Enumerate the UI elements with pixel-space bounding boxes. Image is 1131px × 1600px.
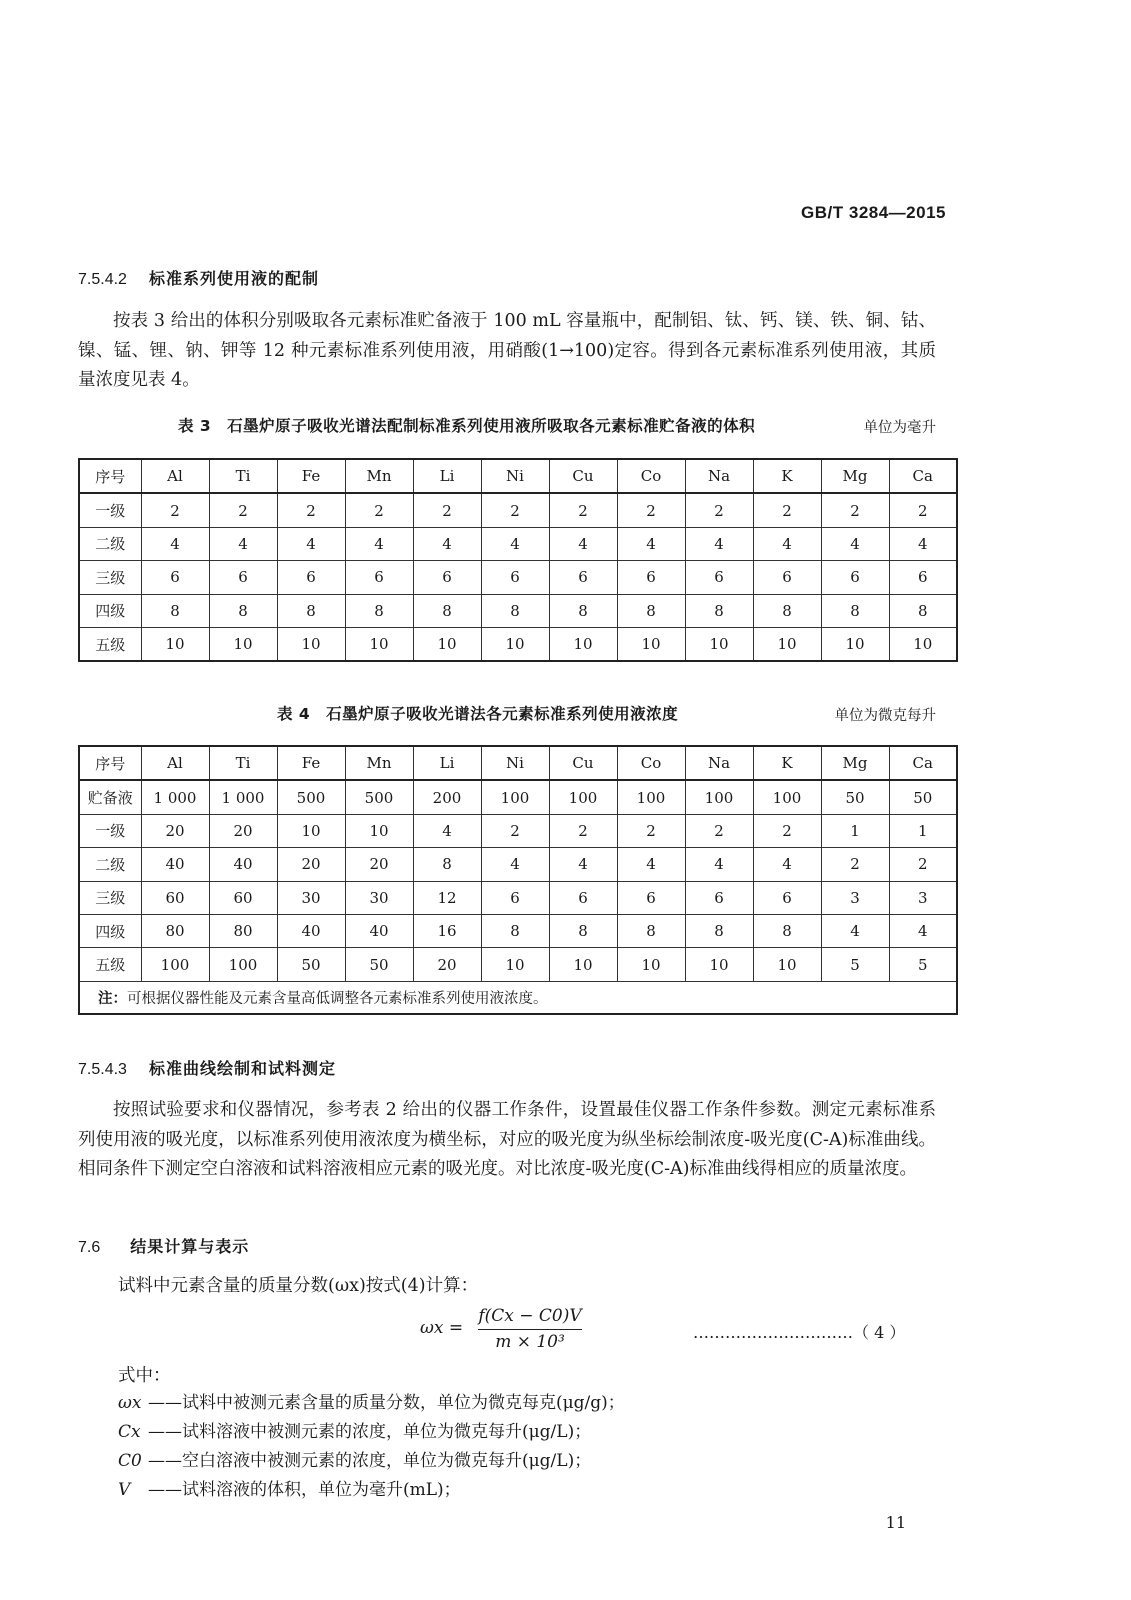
table-cell: 2	[617, 493, 685, 527]
table-cell: 100	[141, 948, 209, 981]
column-header: Li	[413, 459, 481, 493]
table-row	[79, 627, 957, 661]
formula-tag: …………………………（ 4 ）	[693, 1323, 906, 1342]
table-cell: 10	[345, 814, 413, 847]
table-cell: 16	[413, 914, 481, 947]
note-label: 注：	[98, 990, 127, 1007]
table-cell: 6	[617, 881, 685, 914]
table-cell: 1	[821, 814, 889, 847]
table-cell: 2	[345, 493, 413, 527]
table-cell: 1 000	[141, 780, 209, 814]
table-cell: 6	[753, 561, 821, 594]
note-text: 可根据仪器性能及元素含量高低调整各元素标准系列使用液浓度。	[127, 990, 548, 1007]
row-label: 三级	[79, 561, 141, 594]
table-cell: 2	[685, 814, 753, 847]
table-header-row	[79, 459, 957, 493]
table-cell: 60	[209, 881, 277, 914]
table-cell: 4	[413, 527, 481, 560]
table-cell: 6	[209, 561, 277, 594]
table-cell: 5	[821, 948, 889, 981]
table-cell: 10	[753, 948, 821, 981]
definition-symbol: Cx	[118, 1422, 141, 1442]
definition-item	[118, 1475, 461, 1505]
table-cell: 4	[209, 527, 277, 560]
table-cell: 2	[753, 493, 821, 527]
formula-denominator: m × 10³	[495, 1332, 565, 1352]
table-cell: 4	[481, 848, 549, 881]
section-number: 7.5.4.3	[78, 1061, 127, 1078]
table-row	[79, 527, 957, 560]
table-cell: 6	[345, 561, 413, 594]
table-cell: 6	[481, 561, 549, 594]
column-header: Ti	[209, 746, 277, 780]
table-cell: 10	[141, 627, 209, 661]
table-cell: 2	[821, 848, 889, 881]
table-cell: 2	[821, 493, 889, 527]
table-cell: 6	[549, 561, 617, 594]
standard-code: GB/T 3284—2015	[801, 203, 946, 222]
table-cell: 1	[889, 814, 957, 847]
row-label: 三级	[79, 881, 141, 914]
table-cell: 6	[685, 561, 753, 594]
table-cell: 30	[277, 881, 345, 914]
table-cell: 8	[277, 594, 345, 627]
table-cell: 12	[413, 881, 481, 914]
table-cell: 6	[277, 561, 345, 594]
table-cell: 5	[889, 948, 957, 981]
table-cell: 8	[753, 594, 821, 627]
table-cell: 10	[685, 627, 753, 661]
table-cell: 10	[889, 627, 957, 661]
table-cell: 10	[277, 627, 345, 661]
table-cell: 6	[821, 561, 889, 594]
column-header: Ti	[209, 459, 277, 493]
table-cell: 6	[889, 561, 957, 594]
table-cell: 100	[481, 780, 549, 814]
section-title: 标准系列使用液的配制	[148, 269, 319, 288]
row-label: 一级	[79, 493, 141, 527]
table-cell: 4	[685, 527, 753, 560]
definition-text: ——试料溶液中被测元素的浓度，单位为微克每升(μg/L)；	[148, 1422, 592, 1442]
table-cell: 8	[481, 594, 549, 627]
column-header: 序号	[79, 459, 141, 493]
table-cell: 2	[549, 814, 617, 847]
table-row	[79, 914, 957, 947]
paragraph-7543: 按照试验要求和仪器情况，参考表 2 给出的仪器工作条件，设置最佳仪器工作条件参数。测定元素标准系列使用液的吸光度，以标准系列使用液浓度为横坐标，对应的吸光度为纵坐标绘制浓度-吸光度(C-A)标准曲线。相同条件下测定空白溶液和试料溶液相应元素的吸光度。对比浓度-吸光度(C-A)标准曲线得相应的质量浓度。	[78, 1100, 936, 1179]
table-cell: 2	[209, 493, 277, 527]
column-header: Cu	[549, 746, 617, 780]
table-cell: 100	[617, 780, 685, 814]
table-cell: 6	[141, 561, 209, 594]
table-cell: 6	[413, 561, 481, 594]
definition-text: ——试料中被测元素含量的质量分数，单位为微克每克(μg/g)；	[148, 1393, 625, 1413]
table-cell: 4	[889, 914, 957, 947]
table-cell: 50	[277, 948, 345, 981]
table-cell: 30	[345, 881, 413, 914]
column-header: Na	[685, 459, 753, 493]
column-header: Mn	[345, 746, 413, 780]
row-label: 二级	[79, 848, 141, 881]
table-cell: 2	[481, 814, 549, 847]
column-header: Mg	[821, 459, 889, 493]
table-cell: 8	[209, 594, 277, 627]
column-header: Li	[413, 746, 481, 780]
table-cell: 8	[413, 848, 481, 881]
table-row	[79, 594, 957, 627]
table-cell: 20	[209, 814, 277, 847]
table-cell: 40	[277, 914, 345, 947]
table-cell: 8	[549, 594, 617, 627]
table-cell: 2	[617, 814, 685, 847]
table-cell: 50	[821, 780, 889, 814]
table-cell: 50	[889, 780, 957, 814]
definition-symbol: ωx	[118, 1393, 142, 1413]
table-cell: 4	[277, 527, 345, 560]
table-row	[79, 881, 957, 914]
table-row	[79, 780, 957, 814]
table-note	[79, 981, 957, 1014]
table-row	[79, 561, 957, 594]
table-row	[79, 814, 957, 847]
formula-fraction	[478, 1306, 582, 1352]
page-number: 11	[885, 1513, 906, 1532]
table-cell: 2	[753, 814, 821, 847]
table-cell: 500	[345, 780, 413, 814]
table-cell: 500	[277, 780, 345, 814]
table-cell: 8	[345, 594, 413, 627]
column-header: Fe	[277, 746, 345, 780]
table-cell: 6	[481, 881, 549, 914]
column-header: Al	[141, 459, 209, 493]
column-header: Ni	[481, 459, 549, 493]
table-cell: 1 000	[209, 780, 277, 814]
table-cell: 40	[345, 914, 413, 947]
section-heading-7542	[78, 266, 319, 289]
table-cell: 4	[617, 848, 685, 881]
table4	[78, 745, 958, 1015]
table-cell: 4	[617, 527, 685, 560]
table-cell: 2	[481, 493, 549, 527]
table-cell: 6	[617, 561, 685, 594]
table-cell: 4	[413, 814, 481, 847]
table-cell: 2	[889, 493, 957, 527]
row-label: 四级	[79, 914, 141, 947]
table-cell: 4	[549, 848, 617, 881]
row-label: 四级	[79, 594, 141, 627]
table-cell: 4	[821, 914, 889, 947]
table-cell: 10	[345, 627, 413, 661]
table-cell: 50	[345, 948, 413, 981]
table-cell: 10	[821, 627, 889, 661]
table-cell: 100	[549, 780, 617, 814]
table-cell: 2	[413, 493, 481, 527]
table-cell: 10	[617, 627, 685, 661]
table-cell: 100	[209, 948, 277, 981]
table-cell: 10	[753, 627, 821, 661]
table-cell: 3	[889, 881, 957, 914]
table-cell: 8	[413, 594, 481, 627]
table-cell: 100	[753, 780, 821, 814]
definition-item	[118, 1388, 625, 1418]
table-cell: 8	[889, 594, 957, 627]
table-cell: 10	[277, 814, 345, 847]
table-cell: 4	[549, 527, 617, 560]
table-cell: 8	[685, 914, 753, 947]
column-header: Al	[141, 746, 209, 780]
table3	[78, 458, 958, 662]
definition-item	[118, 1417, 591, 1447]
table-cell: 2	[685, 493, 753, 527]
table-cell: 6	[753, 881, 821, 914]
column-header: Co	[617, 746, 685, 780]
table-cell: 60	[141, 881, 209, 914]
column-header: Fe	[277, 459, 345, 493]
definition-symbol: V	[118, 1480, 131, 1500]
table-cell: 4	[481, 527, 549, 560]
table-cell: 10	[549, 627, 617, 661]
table-cell: 40	[209, 848, 277, 881]
section-heading-7543	[78, 1056, 336, 1079]
table-cell: 8	[617, 914, 685, 947]
definition-symbol: C0	[118, 1451, 142, 1471]
section-number: 7.5.4.2	[78, 271, 127, 288]
table-cell: 4	[685, 848, 753, 881]
row-label: 贮备液	[79, 780, 141, 814]
table-cell: 8	[549, 914, 617, 947]
formula-numerator: f(Cx − C0)V	[478, 1306, 582, 1326]
table-cell: 10	[413, 627, 481, 661]
table-cell: 4	[141, 527, 209, 560]
table-cell: 10	[481, 627, 549, 661]
table-cell: 10	[617, 948, 685, 981]
column-header: Ni	[481, 746, 549, 780]
table-cell: 200	[413, 780, 481, 814]
column-header: Co	[617, 459, 685, 493]
column-header: Na	[685, 746, 753, 780]
table-cell: 2	[889, 848, 957, 881]
table-cell: 2	[277, 493, 345, 527]
table-cell: 80	[141, 914, 209, 947]
table-cell: 4	[889, 527, 957, 560]
column-header: Cu	[549, 459, 617, 493]
column-header: Ca	[889, 459, 957, 493]
section-heading-76	[78, 1234, 249, 1257]
table-cell: 10	[481, 948, 549, 981]
definition-text: ——试料溶液的体积，单位为毫升(mL)；	[148, 1480, 461, 1500]
row-label: 一级	[79, 814, 141, 847]
table-cell: 8	[753, 914, 821, 947]
table-cell: 2	[549, 493, 617, 527]
table-cell: 20	[141, 814, 209, 847]
table-cell: 8	[821, 594, 889, 627]
formula-lhs: ωx =	[420, 1318, 464, 1338]
table-cell: 4	[753, 848, 821, 881]
table-note-row	[79, 981, 957, 1014]
table-cell: 20	[345, 848, 413, 881]
definition-item	[118, 1446, 591, 1476]
section-number: 7.6	[78, 1239, 101, 1256]
paragraph-7542: 按表 3 给出的体积分别吸取各元素标准贮备液于 100 mL 容量瓶中，配制铝、钛、钙、镁、铁、铜、钴、镍、锰、锂、钠、钾等 12 种元素标准系列使用液，用硝酸(1→100)定容。得到各元素标准系列使用液，其质量浓度见表 4。	[78, 311, 936, 390]
table4-caption: 表 4 石墨炉原子吸收光谱法各元素标准系列使用液浓度	[277, 705, 679, 723]
table-cell: 8	[141, 594, 209, 627]
table-cell: 20	[413, 948, 481, 981]
table-header-row	[79, 746, 957, 780]
column-header: 序号	[79, 746, 141, 780]
row-label: 二级	[79, 527, 141, 560]
table-cell: 4	[345, 527, 413, 560]
table-cell: 8	[617, 594, 685, 627]
where-label: 式中：	[118, 1366, 171, 1386]
table-row	[79, 848, 957, 881]
row-label: 五级	[79, 627, 141, 661]
table-cell: 80	[209, 914, 277, 947]
table4-unit: 单位为微克每升	[834, 708, 936, 724]
table-cell: 8	[481, 914, 549, 947]
table3-caption: 表 3 石墨炉原子吸收光谱法配制标准系列使用液所吸取各元素标准贮备液的体积	[178, 417, 756, 435]
table-cell: 6	[549, 881, 617, 914]
column-header: Mn	[345, 459, 413, 493]
table-cell: 6	[685, 881, 753, 914]
table-cell: 4	[753, 527, 821, 560]
column-header: Ca	[889, 746, 957, 780]
definition-text: ——空白溶液中被测元素的浓度，单位为微克每升(μg/L)；	[148, 1451, 592, 1471]
table3-unit: 单位为毫升	[863, 420, 936, 436]
table-cell: 20	[277, 848, 345, 881]
table-cell: 4	[821, 527, 889, 560]
table-cell: 8	[685, 594, 753, 627]
table-cell: 10	[209, 627, 277, 661]
table-cell: 100	[685, 780, 753, 814]
table-cell: 40	[141, 848, 209, 881]
table-cell: 10	[549, 948, 617, 981]
row-label: 五级	[79, 948, 141, 981]
column-header: K	[753, 746, 821, 780]
table-row	[79, 493, 957, 527]
table-cell: 2	[141, 493, 209, 527]
formula-intro: 试料中元素含量的质量分数(ωx)按式(4)计算：	[118, 1276, 479, 1296]
section-title: 标准曲线绘制和试料测定	[148, 1059, 336, 1078]
table-cell: 3	[821, 881, 889, 914]
section-title: 结果计算与表示	[130, 1237, 250, 1256]
column-header: Mg	[821, 746, 889, 780]
table-row	[79, 948, 957, 981]
table-cell: 10	[685, 948, 753, 981]
column-header: K	[753, 459, 821, 493]
